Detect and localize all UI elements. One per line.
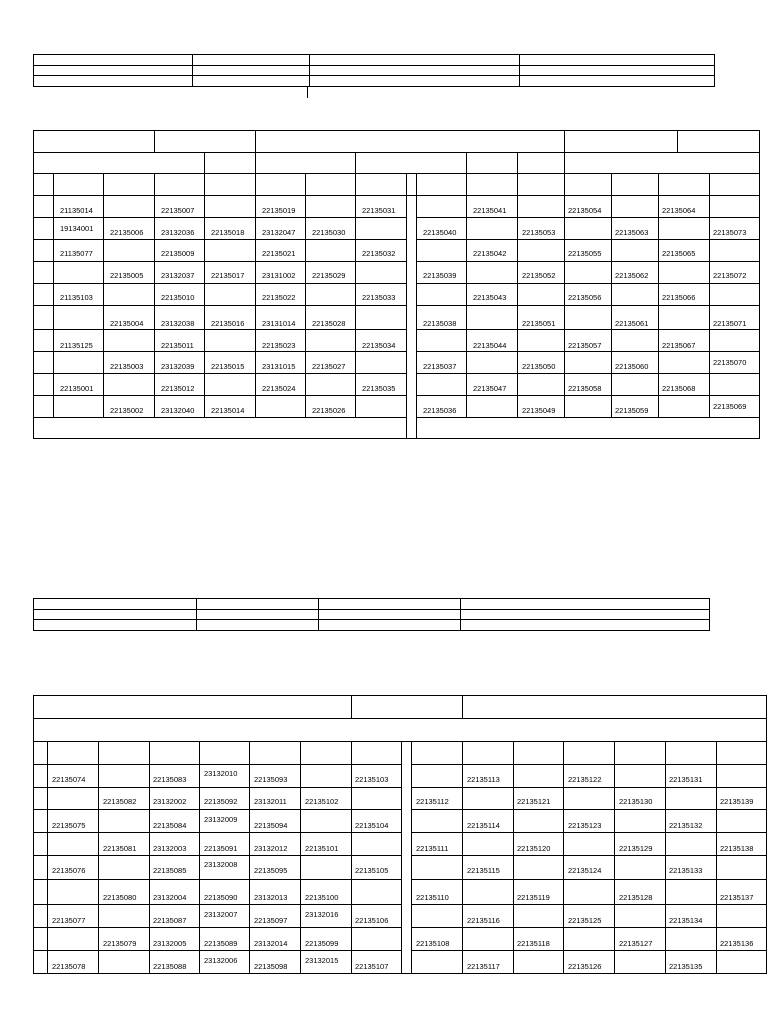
seat-number: 22135100 [305,893,339,902]
seat-number: 22135103 [355,775,389,784]
seat-number: 22135060 [615,362,649,371]
seat-number: 22135012 [161,384,195,393]
seat-number: 22135061 [615,319,649,328]
seat-number: 22135055 [568,249,602,258]
seat-number: 22135072 [713,271,747,280]
seat-number: 22135133 [669,866,703,875]
seat-number: 22135051 [522,319,556,328]
seat-number: 22135035 [362,384,396,393]
seat-number: 22135059 [615,406,649,415]
seat-number: 22135084 [153,821,187,830]
seat-number: 22135127 [619,939,653,948]
seat-number: 22135016 [211,319,245,328]
grid-line [305,173,306,417]
grid-line [411,855,767,856]
seat-number: 22135047 [473,384,507,393]
seat-number: 22135117 [467,962,500,971]
seat-number: 22135005 [110,271,144,280]
seat-number: 23132016 [305,910,339,919]
grid-line [255,173,256,417]
seat-number: 22135004 [110,319,144,328]
seat-number: 23131015 [262,362,296,371]
seat-number: 23132002 [153,797,187,806]
seat-number: 22135075 [52,821,86,830]
grid-line [517,173,518,417]
seat-number: 22135064 [662,206,696,215]
grid-line [33,904,401,905]
seat-number: 23132013 [254,893,288,902]
seat-number: 23132036 [161,228,195,237]
seat-number: 22135065 [662,249,696,258]
grid-line [33,764,401,765]
seat-number: 23132011 [254,797,287,806]
seat-number: 22135112 [416,797,449,806]
seat-number: 23131002 [262,271,296,280]
grid-line [47,741,48,974]
grid-line [154,173,155,417]
seat-number: 22135056 [568,293,602,302]
seat-number: 22135043 [473,293,507,302]
seat-number: 23132038 [161,319,195,328]
grid-line [255,130,256,173]
seat-number: 22135007 [161,206,195,215]
seat-number: 22135091 [204,844,238,853]
seat-number: 22135017 [211,271,245,280]
seat-number: 22135003 [110,362,144,371]
seat-number: 22135113 [467,775,500,784]
seat-number: 21135014 [60,206,93,215]
seat-number: 22135029 [312,271,346,280]
seat-number: 22135098 [254,962,288,971]
seat-number: 23132010 [204,769,238,778]
grid-line [33,261,406,262]
seat-number: 22135137 [720,893,754,902]
header-table-2 [33,598,710,631]
seat-number: 22135080 [103,893,137,902]
seat-number: 22135037 [423,362,457,371]
seat-number: 22135097 [254,916,288,925]
seat-number: 23132007 [204,910,238,919]
seat-number: 22135057 [568,341,602,350]
grid-line [466,173,467,417]
grid-line [462,741,463,974]
seat-number: 22135019 [262,206,296,215]
grid-line [411,904,767,905]
seat-number: 22135106 [355,916,389,925]
grid-line [564,173,565,417]
grid-line [53,173,54,417]
header-table-1 [33,54,715,87]
seat-number: 22135110 [416,893,449,902]
seat-number: 23132004 [153,893,187,902]
grid-line [33,927,401,928]
grid-line [33,217,406,218]
seat-number: 22135111 [416,844,449,853]
grid-line [33,787,401,788]
grid-line [33,809,401,810]
seat-number: 22135052 [522,271,556,280]
seat-number: 22135077 [52,916,86,925]
grid-line [33,152,760,153]
grid-line [564,130,565,173]
grid-line [33,329,406,330]
grid-line [351,741,352,974]
seat-number: 22135101 [305,844,339,853]
seat-number: 23132039 [161,362,195,371]
grid-line [199,741,200,974]
grid-line [466,152,467,173]
seat-number: 22135130 [619,797,653,806]
grid-line [33,855,401,856]
seat-number: 22135082 [103,797,137,806]
seat-number: 22135041 [473,206,507,215]
grid-line [406,173,407,439]
seat-number: 22135104 [355,821,389,830]
seat-number: 22135135 [669,962,703,971]
grid-line [709,173,710,417]
grid-line [411,764,767,765]
seat-number: 22135105 [355,866,389,875]
seat-number: 22135032 [362,249,396,258]
seat-number: 22135034 [362,341,396,350]
grid-line [33,283,406,284]
seat-number: 22135094 [254,821,288,830]
seat-number: 22135125 [568,916,602,925]
seat-number: 22135132 [669,821,703,830]
seat-number: 23132005 [153,939,187,948]
seat-number: 22135053 [522,228,556,237]
seat-number: 22135108 [416,939,450,948]
seat-number: 22135050 [522,362,556,371]
seat-number: 22135122 [568,775,602,784]
seat-number: 22135102 [305,797,339,806]
seat-number: 22135092 [204,797,238,806]
seat-number: 23132040 [161,406,195,415]
seat-number: 19134001 [60,224,94,233]
seat-number: 22135120 [517,844,551,853]
grid-line [249,741,250,974]
grid-line [33,879,401,880]
seat-number: 22135036 [423,406,457,415]
seat-number: 22135088 [153,962,187,971]
seat-number: 23132008 [204,860,238,869]
seat-number: 22135099 [305,939,339,948]
grid-line [677,130,678,152]
grid-line [33,305,406,306]
seat-number: 22135116 [467,916,500,925]
grid-line [563,741,564,974]
seat-number: 22135009 [161,249,195,258]
seat-number: 22135118 [517,939,550,948]
grid-line [411,741,412,974]
seat-number: 22135129 [619,844,653,853]
grid-line [154,130,155,152]
seat-number: 22135068 [662,384,696,393]
grid-line [33,395,406,396]
seat-number: 22135054 [568,206,602,215]
seat-number: 22135121 [517,797,551,806]
seat-number: 22135066 [662,293,696,302]
seat-number: 22135095 [254,866,288,875]
seat-number: 23132012 [254,844,288,853]
grid-line [517,152,518,173]
seat-number: 23132014 [254,939,288,948]
grid-line [33,373,406,374]
grid-line [462,695,463,718]
grid-line [658,173,659,417]
grid-line [411,809,767,810]
grid-line [33,950,401,951]
seat-number: 22135131 [669,775,703,784]
grid-line [33,239,406,240]
seat-number: 22135079 [103,939,137,948]
header-tick-1 [307,87,308,98]
seat-number: 22135067 [662,341,696,350]
seat-number: 22135123 [568,821,602,830]
seat-number: 22135039 [423,271,457,280]
seat-number: 22135023 [262,341,296,350]
grid-line [33,173,760,174]
seat-number: 22135087 [153,916,187,925]
seat-number: 22135024 [262,384,296,393]
seat-number: 22135040 [423,228,457,237]
grid-line [411,927,767,928]
grid-line [401,741,402,974]
grid-line [665,741,666,974]
seat-number: 22135006 [110,228,144,237]
seat-number: 22135126 [568,962,602,971]
seat-number: 23132037 [161,271,195,280]
seat-number: 22135062 [615,271,649,280]
seat-number: 22135027 [312,362,346,371]
seat-number: 22135081 [103,844,137,853]
seat-number: 22135124 [568,866,602,875]
seat-number: 22135138 [720,844,754,853]
seat-number: 22135085 [153,866,187,875]
grid-line [103,173,104,417]
seat-number: 22135063 [615,228,649,237]
grid-line [411,832,767,833]
grid-line [411,950,767,951]
grid-line [300,741,301,974]
seat-number: 22135002 [110,406,144,415]
seat-number: 22135115 [467,866,500,875]
seat-number: 23132009 [204,815,238,824]
seat-number: 22135001 [60,384,94,393]
seat-number: 23132003 [153,844,187,853]
grid-line [411,879,767,880]
seat-number: 22135030 [312,228,346,237]
seat-number: 22135026 [312,406,346,415]
seat-number: 22135078 [52,962,86,971]
grid-line [614,741,615,974]
grid-line [33,195,760,196]
seat-number: 22135010 [161,293,195,302]
seat-number: 22135093 [254,775,288,784]
grid-line [416,173,417,439]
seat-number: 22135028 [312,319,346,328]
seat-number: 21135125 [60,341,93,350]
seat-number: 23131014 [262,319,296,328]
seat-number: 22135134 [669,916,703,925]
seat-number: 22135107 [355,962,389,971]
seat-number: 22135136 [720,939,754,948]
seat-number: 22135090 [204,893,238,902]
grid-line [411,787,767,788]
seat-number: 22135071 [713,319,747,328]
seat-number: 22135033 [362,293,396,302]
seat-number: 23132006 [204,956,238,965]
seat-number: 22135076 [52,866,86,875]
grid-line [355,152,356,173]
grid-line [513,741,514,974]
grid-line [204,173,205,417]
grid-line [33,718,767,719]
grid-line [149,741,150,974]
grid-line [98,741,99,974]
seat-number: 22135044 [473,341,507,350]
seat-number: 22135042 [473,249,507,258]
seat-number: 22135073 [713,228,747,237]
seat-number: 22135049 [522,406,556,415]
seat-number: 22135089 [204,939,238,948]
grid-line [416,417,760,418]
seating-grid-1 [33,130,760,439]
seat-number: 22135069 [713,402,747,411]
seat-number: 22135083 [153,775,187,784]
seat-number: 22135015 [211,362,245,371]
seating-grid-2 [33,695,767,974]
grid-line [355,173,356,417]
seat-number: 22135018 [211,228,245,237]
seat-number: 23132047 [262,228,296,237]
seat-number: 22135014 [211,406,245,415]
grid-line [33,832,401,833]
grid-line [716,741,717,974]
seat-number: 22135058 [568,384,602,393]
grid-line [33,417,406,418]
seat-number: 22135114 [467,821,500,830]
seat-number: 22135139 [720,797,754,806]
seat-number: 22135070 [713,358,747,367]
seat-number: 22135031 [362,206,396,215]
seat-number: 22135021 [262,249,296,258]
grid-line [611,173,612,417]
seat-number: 22135038 [423,319,457,328]
grid-line [33,351,406,352]
grid-line [204,152,205,173]
seat-number: 22135011 [161,341,194,350]
seat-number: 22135119 [517,893,550,902]
seat-number: 22135074 [52,775,86,784]
seat-number: 23132015 [305,956,339,965]
grid-line [33,741,767,742]
seat-number: 21135103 [60,293,93,302]
seat-number: 22135022 [262,293,296,302]
grid-line [351,695,352,718]
seat-number: 21135077 [60,249,93,258]
seat-number: 22135128 [619,893,653,902]
